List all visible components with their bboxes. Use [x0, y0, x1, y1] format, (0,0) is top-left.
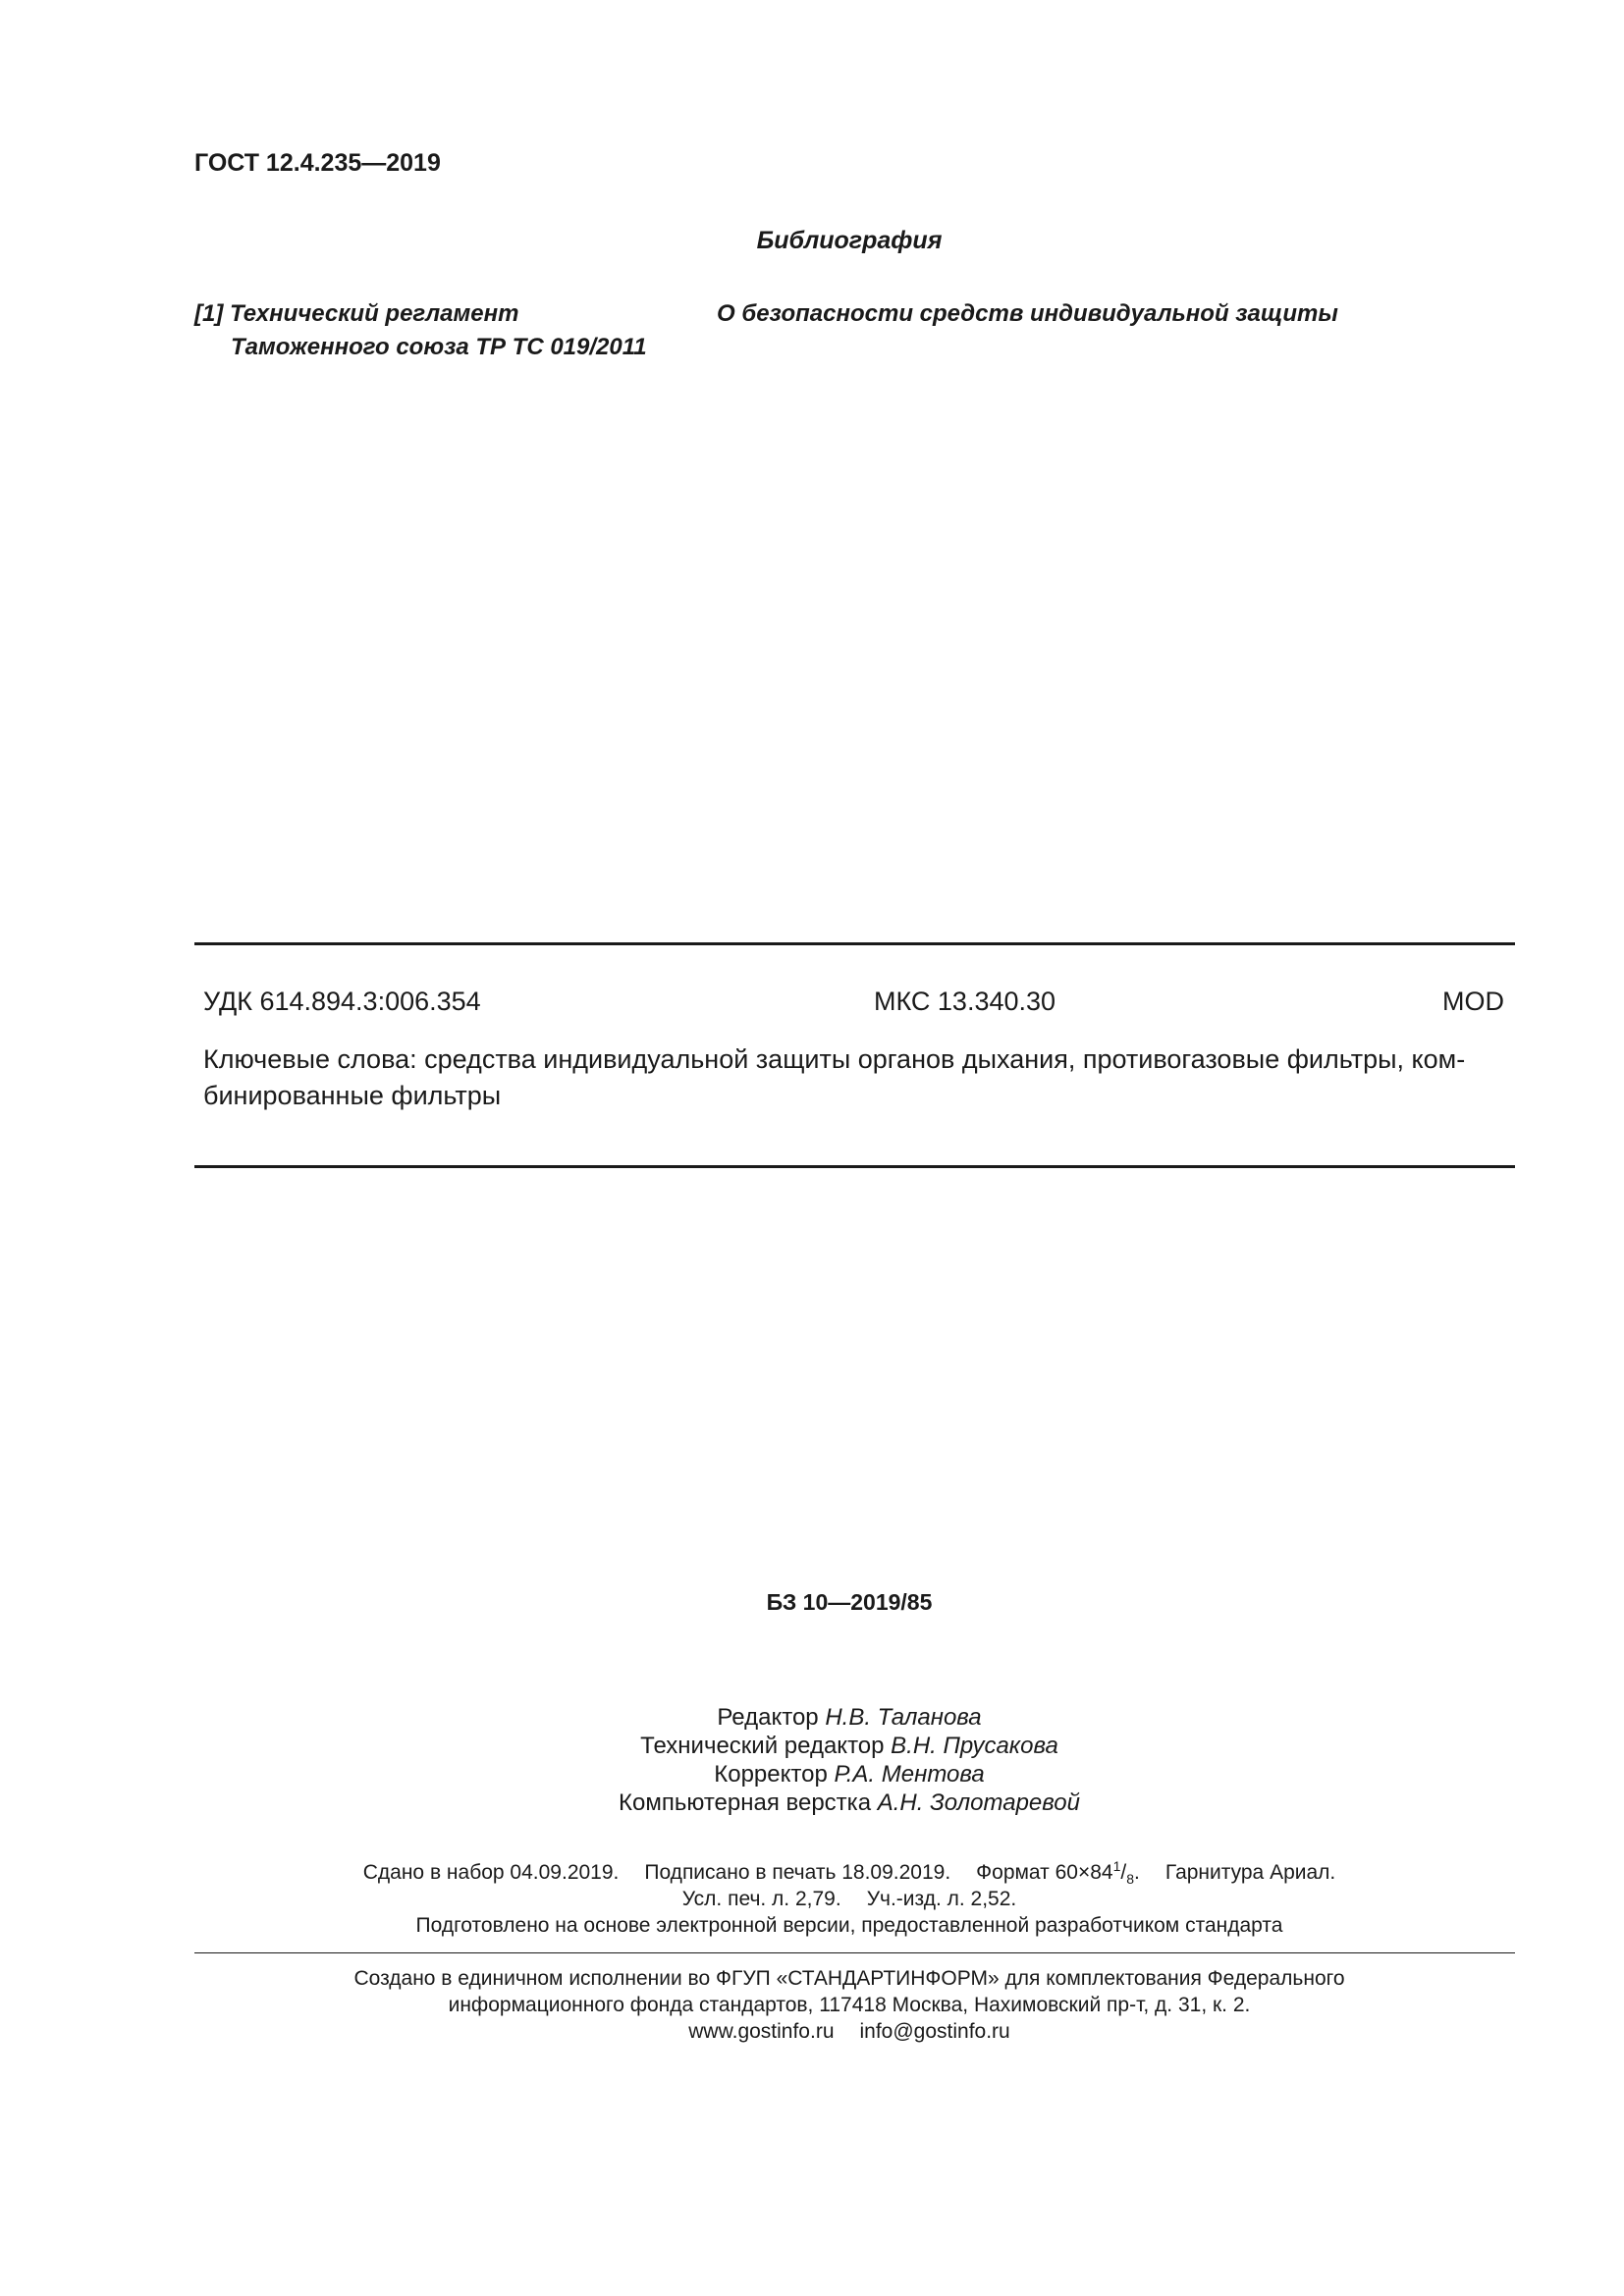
credit-name: В.Н. Прусакова [891, 1733, 1058, 1759]
credit-name: Н.В. Таланова [825, 1704, 982, 1731]
publisher-line1: Создано в единичном исполнении во ФГУП «СТАНДАРТИНФОРМ» для комплектования Федерального [353, 1967, 1345, 1990]
publisher-line2: информационного фонда стандартов, 117418 Москва, Нахимовский пр-т, д. 31, к. 2. [448, 1994, 1251, 2016]
paper-format [976, 1858, 1140, 1887]
format-suffix: . [1134, 1861, 1140, 1884]
email-link[interactable]: info@gostinfo.ru [859, 2020, 1010, 2043]
format-slash: / [1120, 1861, 1127, 1884]
format-sup: 1 [1112, 1858, 1121, 1874]
credit-tech-editor [75, 1732, 1624, 1760]
classification-row [203, 987, 1504, 1017]
credit-layout [75, 1789, 1624, 1817]
imprint-prepared: Подготовлено на основе электронной версии, предоставленной разработчиком стандарта [415, 1914, 1283, 1937]
publisher-info [0, 1965, 1624, 2045]
imprint-line1 [75, 1859, 1624, 1886]
imprint [0, 1859, 1624, 1939]
typeset-date: Сдано в набор 04.09.2019. [362, 1861, 620, 1884]
divider-imprint [194, 1952, 1515, 1953]
bibliography-entry-line1: [1] Технический регламент [194, 300, 519, 327]
keywords [203, 1041, 1505, 1114]
bibliography-entry-description: О безопасности средств индивидуальной защиты [717, 300, 1338, 327]
credit-name: А.Н. Золотаревой [877, 1789, 1080, 1816]
publisher-contacts [75, 2018, 1624, 2045]
credit-role: Корректор [714, 1761, 828, 1788]
publishing-sheets: Уч.-изд. л. 2,52. [866, 1888, 1017, 1910]
website-link[interactable]: www.gostinfo.ru [688, 2020, 835, 2043]
bibliography-entry-line2: Таможенного союза ТР ТС 019/2011 [231, 334, 647, 360]
keywords-line2: бинированные фильтры [203, 1081, 502, 1110]
typeface: Гарнитура Ариал. [1164, 1861, 1336, 1884]
credit-name: Р.А. Ментова [834, 1761, 985, 1788]
keywords-line1: Ключевые слова: средства индивидуальной защиты органов дыхания, противогазовые фильтры, ком- [203, 1044, 1466, 1074]
divider-top [194, 942, 1515, 945]
credit-corrector [75, 1760, 1624, 1789]
bz-number: БЗ 10—2019/85 [766, 1589, 933, 1615]
divider-bottom [194, 1165, 1515, 1168]
signed-date: Подписано в печать 18.09.2019. [644, 1861, 951, 1884]
bibliography-entry-reference [194, 297, 647, 364]
format-sub: 8 [1126, 1871, 1135, 1887]
format-prefix: Формат 60×84 [976, 1861, 1113, 1884]
mod-label: MOD [1442, 987, 1504, 1016]
bibliography-title: Библиография [756, 227, 943, 254]
credits [0, 1703, 1624, 1817]
imprint-line2 [75, 1886, 1624, 1912]
credit-role: Компьютерная верстка [619, 1789, 878, 1816]
credit-editor [75, 1703, 1624, 1732]
print-sheets: Усл. печ. л. 2,79. [681, 1888, 841, 1910]
credit-role: Редактор [717, 1704, 819, 1731]
credit-role: Технический редактор [640, 1733, 885, 1759]
document-code: ГОСТ 12.4.235—2019 [194, 149, 441, 177]
mks-code: МКС 13.340.30 [874, 987, 1056, 1016]
udk-code: УДК 614.894.3:006.354 [203, 987, 481, 1016]
